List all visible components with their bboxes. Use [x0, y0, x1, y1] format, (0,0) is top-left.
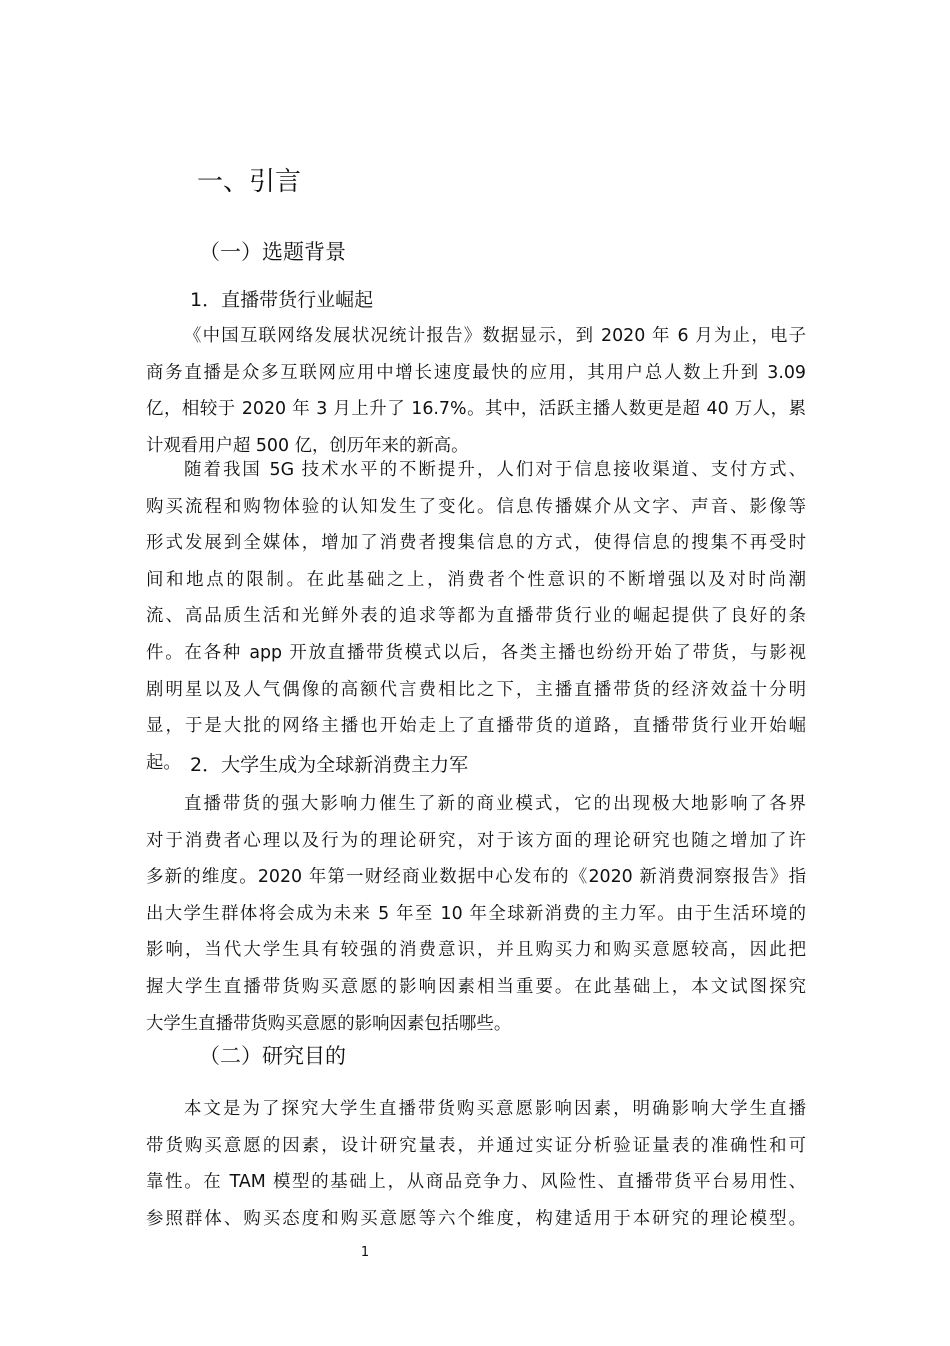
- text-line: 《中国互联网络发展状况统计报告》数据显示，到 2020 年 6 月为止，电子: [184, 326, 806, 346]
- page-number: 1: [360, 1245, 370, 1260]
- text-line: 靠性。在 TAM 模型的基础上，从商品竞争力、风险性、直播带货平台易用性、: [146, 1172, 806, 1193]
- text-line: 带货购买意愿的因素，设计研究量表，并通过实证分析验证量表的准确性和可: [146, 1135, 806, 1156]
- text-line: 本文是为了探究大学生直播带货购买意愿影响因素，明确影响大学生直播: [184, 1099, 806, 1119]
- chapter-heading: 一、引言: [197, 167, 302, 197]
- subsection-title-livestream-rise: 1．直播带货行业崛起: [190, 289, 374, 311]
- text-line: 形式发展到全媒体，增加了消费者搜集信息的方式，使得信息的搜集不再受时: [146, 533, 806, 554]
- text-line: 流、高品质生活和光鲜外表的追求等都为直播带货行业的崛起提供了良好的条: [146, 606, 806, 627]
- text-line: 影响，当代大学生具有较强的消费意识，并且购买力和购买意愿较高，因此把: [146, 940, 806, 961]
- paragraph-business-model: [146, 786, 806, 1042]
- text-line: 出大学生群体将会成为未来 5 年至 10 年全球新消费的主力军。由于生活环境的: [146, 903, 806, 924]
- text-line: 参照群体、购买态度和购买意愿等六个维度，构建适用于本研究的理论模型。: [146, 1208, 806, 1229]
- text-line: 直播带货的强大影响力催生了新的商业模式，它的出现极大地影响了各界: [184, 794, 806, 814]
- paragraph-research-purpose: [146, 1091, 806, 1237]
- text-line: 剧明星以及人气偶像的高额代言费相比之下，主播直播带货的经济效益十分明: [146, 679, 806, 700]
- section-title-research-purpose: （二）研究目的: [199, 1044, 346, 1068]
- text-line: 购买流程和购物体验的认知发生了变化。信息传播媒介从文字、声音、影像等: [146, 496, 806, 517]
- paragraph-statistics: [146, 318, 806, 464]
- text-line: 商务直播是众多互联网应用中增长速度最快的应用，其用户总人数上升到 3.09: [146, 362, 806, 383]
- text-line: 件。在各种 app 开放直播带货模式以后，各类主播也纷纷开始了带货，与影视: [146, 642, 806, 663]
- text-line: 多新的维度。2020 年第一财经商业数据中心发布的《2020 新消费洞察报告》指: [146, 867, 806, 888]
- text-line: 亿，相较于 2020 年 3 月上升了 16.7%。其中，活跃主播人数更是超 40 万人，累: [146, 399, 806, 420]
- text-line: 间和地点的限制。在此基础之上，消费者个性意识的不断增强以及对时尚潮: [146, 569, 806, 590]
- text-line: 对于消费者心理以及行为的理论研究，对于该方面的理论研究也随之增加了许: [146, 830, 806, 851]
- text-line: 握大学生直播带货购买意愿的影响因素相当重要。在此基础上，本文试图探究: [146, 976, 806, 997]
- text-line: 大学生直播带货购买意愿的影响因素包括哪些。: [146, 1013, 512, 1034]
- section-title-background: （一）选题背景: [199, 240, 346, 264]
- text-line: 显，于是大批的网络主播也开始走上了直播带货的道路，直播带货行业开始崛: [146, 716, 806, 737]
- text-line: 随着我国 5G 技术水平的不断提升，人们对于信息接收渠道、支付方式、: [184, 460, 806, 480]
- subsection-title-students-consumers: 2．大学生成为全球新消费主力军: [190, 754, 469, 776]
- paragraph-5g-development: [146, 452, 806, 781]
- text-line: 起。: [146, 752, 181, 773]
- text-line: 计观看用户超 500 亿，创历年来的新高。: [146, 435, 469, 456]
